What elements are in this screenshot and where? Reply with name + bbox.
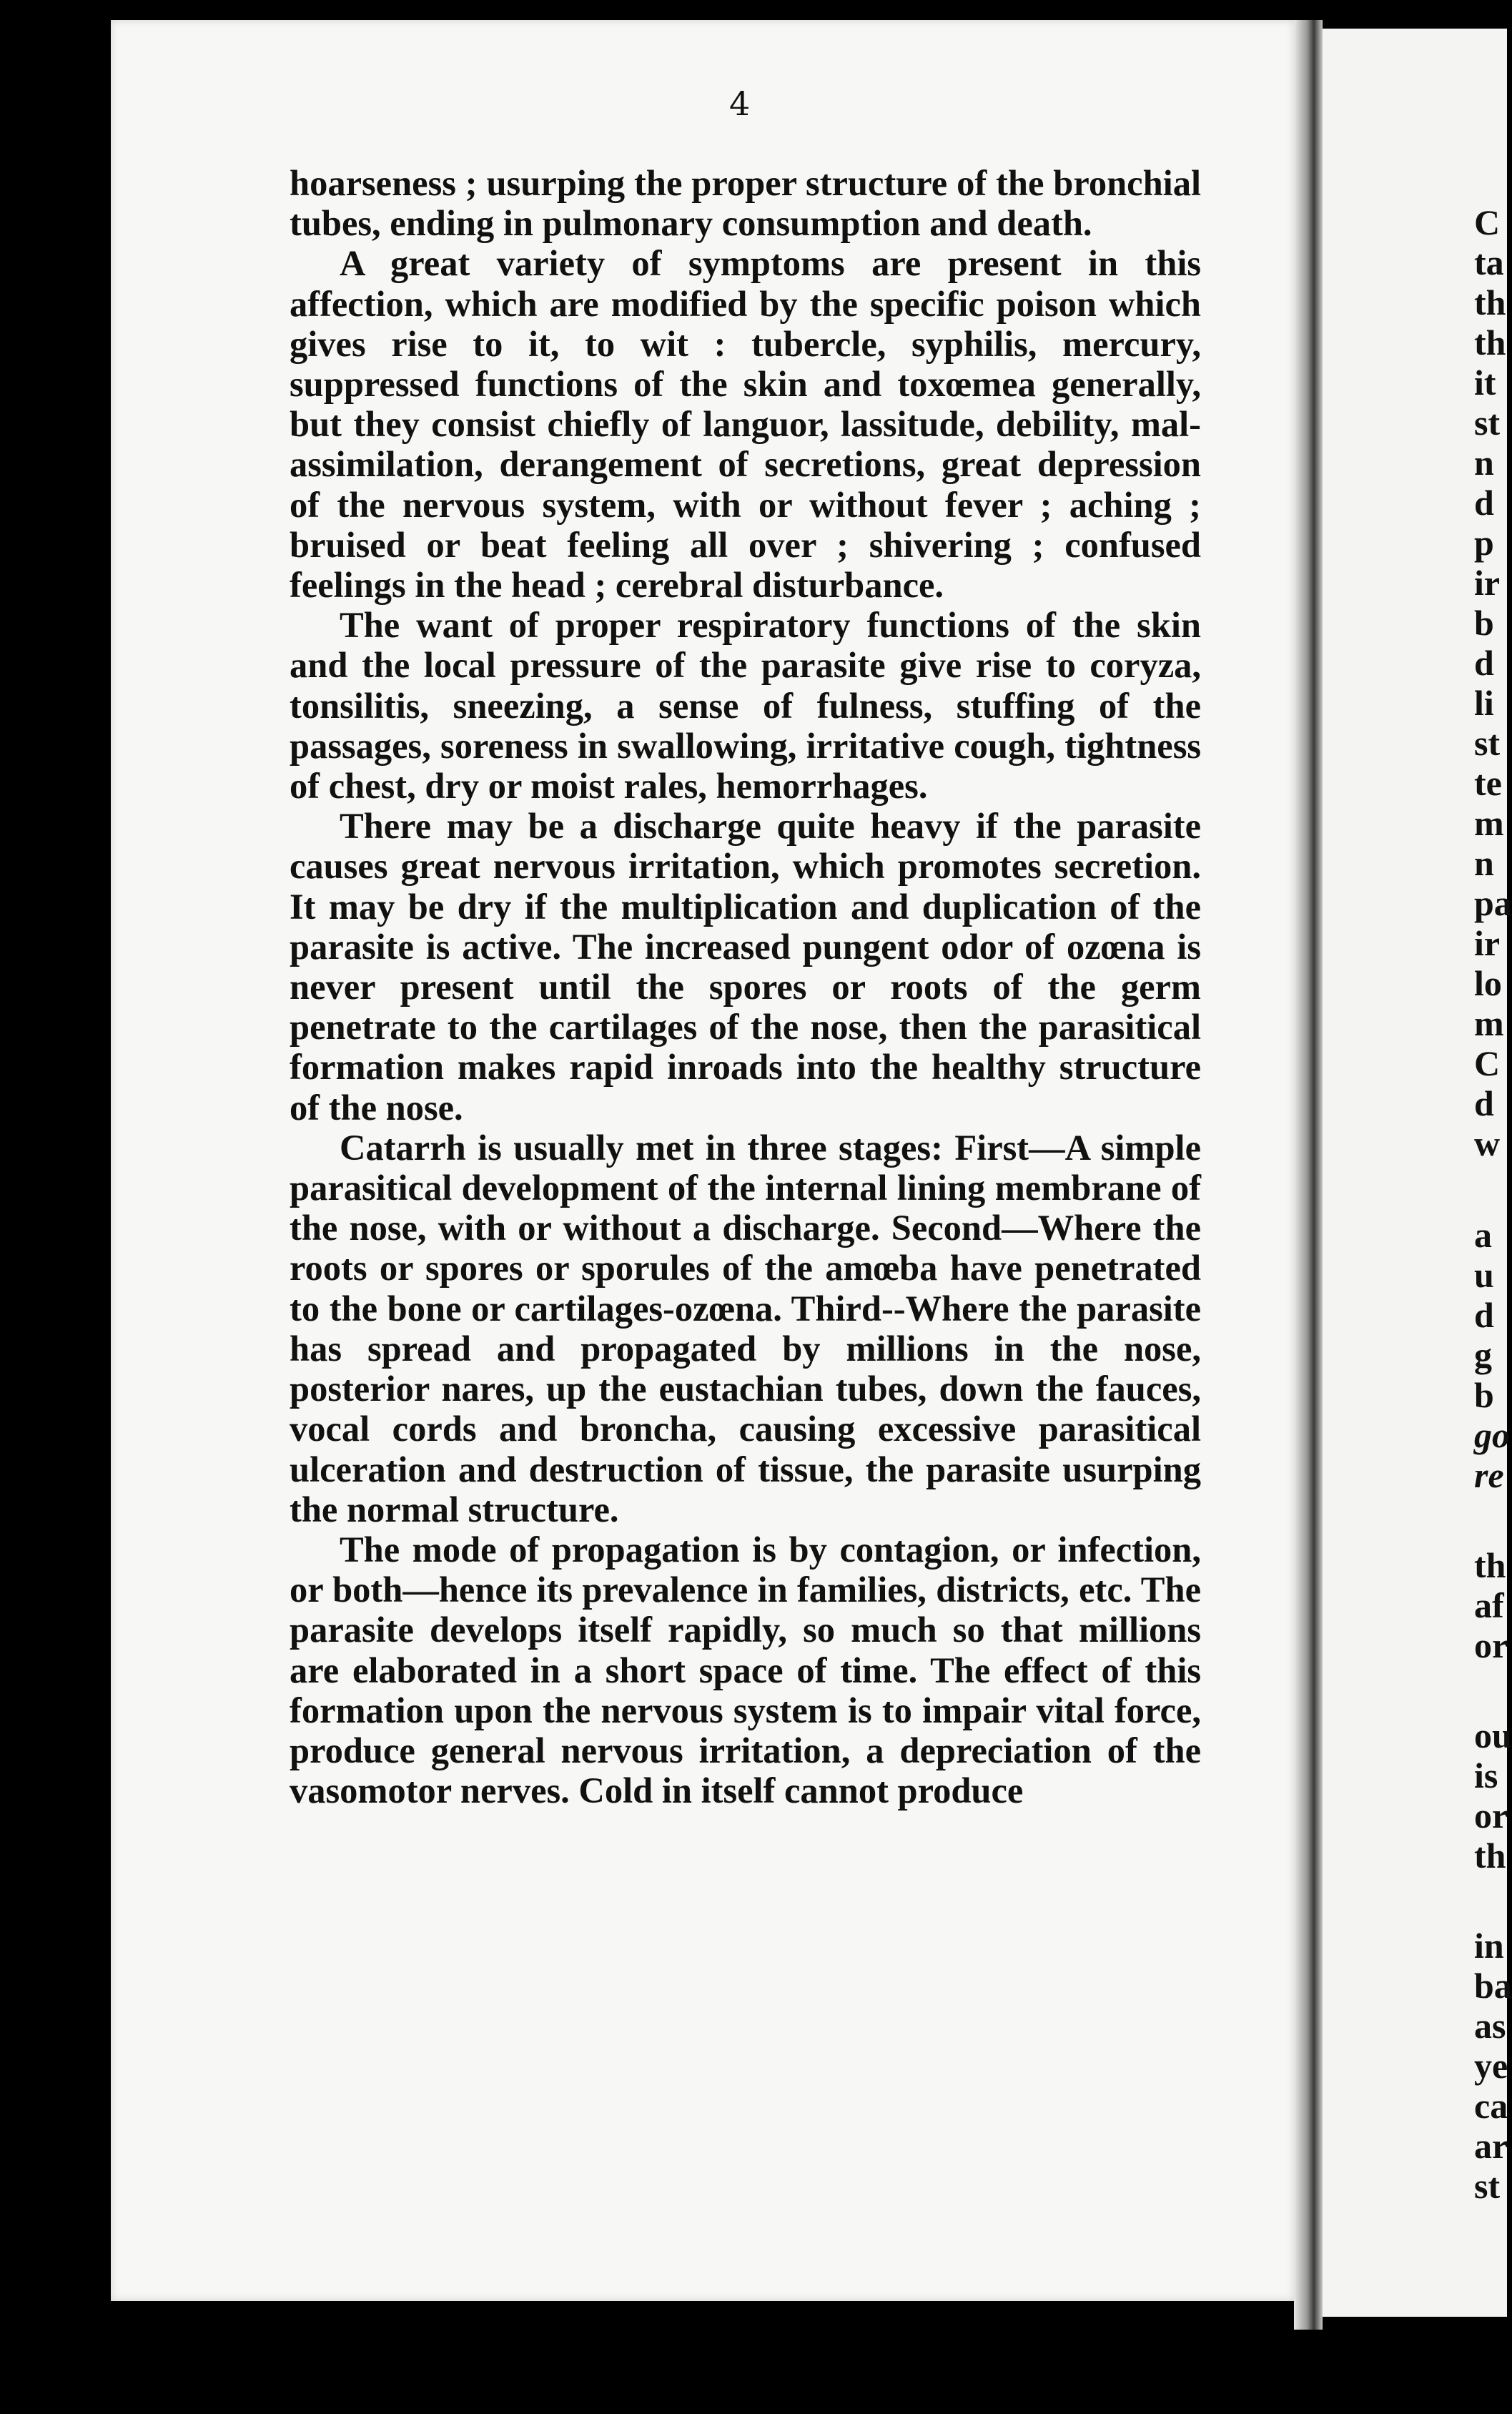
facing-fragment: C [1474, 1043, 1501, 1083]
facing-fragment: th [1474, 1545, 1506, 1585]
facing-fragment: m [1474, 1003, 1504, 1043]
facing-fragment: ca [1474, 2086, 1508, 2126]
facing-fragment: p [1474, 523, 1494, 563]
paragraph-4: There may be a discharge quite heavy if the parasite causes great nervous irritation, which promotes secretion. It may be dry if the multiplication and duplication of the parasite is active. The increased pungent odor of ozœna is never present until the spores or roots of the germ penetrate to the cartilages of the nose, then the parasitical formation makes rapid inroads into the healthy structure of the nose. [290, 806, 1201, 1128]
facing-fragment: th [1474, 322, 1506, 363]
facing-fragment: te [1474, 763, 1502, 803]
facing-fragment: st [1474, 2166, 1501, 2206]
facing-fragment: as [1474, 2006, 1506, 2046]
facing-fragment: ir [1474, 563, 1501, 603]
paragraph-2: A great variety of symptoms are present in this affection, which are modified by the specific poison which gives rise to it, to wit : tubercle, syphilis, mercury, suppressed functions of the skin and toxœmea generally, but they consist chiefly of languor, lassitude, debility, mal-assimilation, derangement of secretions, great depression of the nervous system, with or without fever ; aching ; bruised or beat feeling all over ; shivering ; confused feelings in the head ; cerebral disturbance. [290, 243, 1201, 606]
page-body-text [290, 163, 1201, 1810]
facing-fragment: or [1474, 1625, 1508, 1665]
facing-fragment: pa [1474, 883, 1512, 923]
facing-fragment: d [1474, 483, 1494, 523]
facing-fragment: lo [1474, 963, 1502, 1003]
facing-fragment: C [1474, 202, 1501, 242]
book-gutter [1294, 20, 1323, 2330]
facing-fragment: ta [1474, 242, 1504, 282]
facing-fragment: g [1474, 1335, 1492, 1375]
facing-fragment: u [1474, 1255, 1494, 1295]
facing-fragment: re [1474, 1455, 1504, 1495]
facing-fragment: a [1474, 1215, 1492, 1255]
facing-fragment: ba [1474, 1966, 1512, 2006]
facing-fragment: m [1474, 803, 1504, 843]
facing-fragment: ir [1474, 923, 1501, 963]
facing-fragment: st [1474, 403, 1501, 443]
facing-fragment: go [1474, 1415, 1510, 1455]
facing-fragment: st [1474, 723, 1501, 763]
facing-fragment: li [1474, 683, 1494, 723]
page-number: 4 [729, 84, 751, 123]
facing-fragment: is [1474, 1755, 1498, 1795]
facing-fragment: n [1474, 443, 1494, 483]
facing-fragment: d [1474, 1295, 1494, 1335]
paragraph-1: hoarseness ; usurping the proper structure of the bronchial tubes, ending in pulmonary consumption and death. [290, 163, 1201, 244]
facing-fragment: b [1474, 603, 1494, 643]
paragraph-5: Catarrh is usually met in three stages: First—A simple parasitical development of the internal lining membrane of the nose, with or without a discharge. Second—Where the roots or spores or sporules of the amœba have penetrated to the bone or cartilages-ozœna. Third--Where the parasite has spread and propagated by millions in the nose, posterior nares, up the eustachian tubes, down the fauces, vocal cords and broncha, causing excessive parasitical ulceration and destruction of tissue, the parasite usurping the normal structure. [290, 1127, 1201, 1529]
facing-fragment: it [1474, 363, 1496, 403]
facing-fragment: d [1474, 1083, 1494, 1123]
paragraph-6: The mode of propagation is by contagion, or infection, or both—hence its prevalence in families, districts, etc. The parasite develops itself rapidly, so much so that millions are elaborated in a short space of time. The effect of this formation upon the nervous system is to impair vital force, produce general nervous irritation, a depreciation of the vasomotor nerves. Cold in itself cannot produce [290, 1529, 1201, 1811]
facing-fragment: n [1474, 843, 1494, 883]
facing-fragment: in [1474, 1926, 1504, 1966]
facing-fragment: ou [1474, 1715, 1512, 1755]
facing-fragment: ar [1474, 2126, 1508, 2166]
facing-fragment: or [1474, 1795, 1508, 1836]
facing-fragment: th [1474, 1836, 1506, 1876]
facing-fragment: af [1474, 1585, 1504, 1625]
paragraph-3: The want of proper respiratory functions of the skin and the local pressure of the parasite give rise to coryza, tonsilitis, sneezing, a sense of fulness, stuffing of the passages, soreness in swallowing, irritative cough, tightness of chest, dry or moist rales, hemorrhages. [290, 605, 1201, 807]
facing-fragment: ye [1474, 2046, 1508, 2086]
facing-fragment: w [1474, 1123, 1501, 1163]
facing-fragment: th [1474, 282, 1506, 322]
facing-fragment: b [1474, 1375, 1494, 1415]
facing-fragment: d [1474, 643, 1494, 683]
